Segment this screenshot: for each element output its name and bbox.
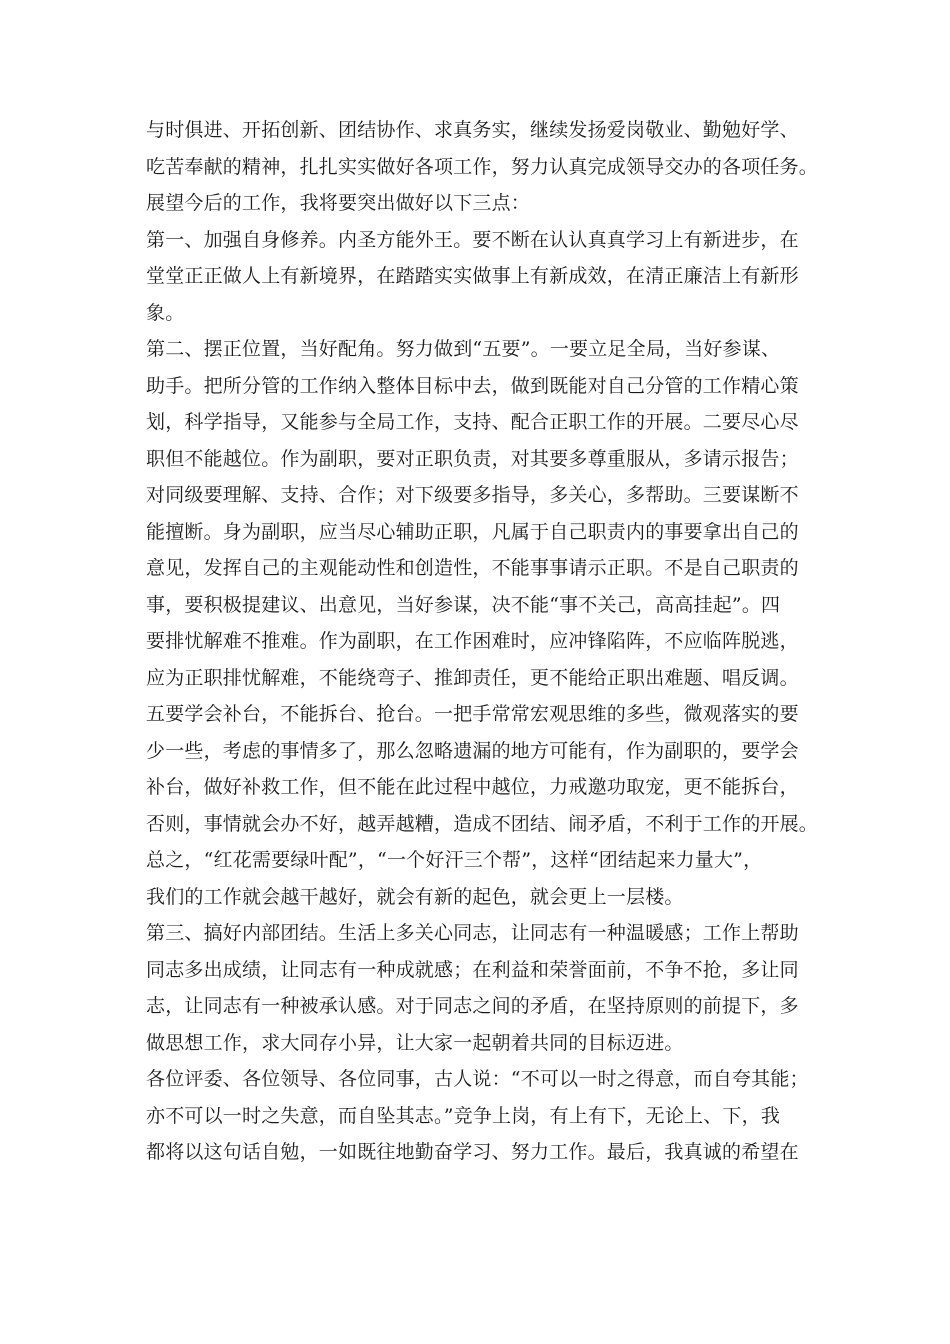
text-line: 少一些，考虑的事情多了，那么忽略遗漏的地方可能有，作为副职的，要学会 (146, 739, 799, 762)
text-line: 对同级要理解、支持、合作；对下级要多指导，多关心，多帮助。三要谋断不 (146, 484, 799, 506)
text-line: 要排忧解难不推难。作为副职，在工作困难时，应冲锋陷阵，不应临阵脱逃， (146, 630, 799, 652)
text-line: 各位评委、各位领导、各位同事，古人说：“不可以一时之得意，而自夸其能； (146, 1068, 809, 1090)
text-line: 补台，做好补救工作，但不能在此过程中越位，力戒邀功取宠，更不能拆台， (146, 776, 799, 798)
text-line: 堂堂正正做人上有新境界，在踏踏实实做事上有新成效，在清正廉洁上有新形 (146, 265, 799, 287)
text-line: 划，科学指导，又能参与全局工作，支持、配合正职工作的开展。二要尽心尽 (146, 411, 799, 433)
text-line: 我们的工作就会越干越好，就会有新的起色，就会更上一层楼。 (146, 885, 684, 908)
text-line: 意见，发挥自己的主观能动性和创造性，不能事事请示正职。不是自己职责的 (146, 557, 799, 579)
body-text (146, 112, 819, 1171)
text-line: 能擅断。身为副职，应当尽心辅助正职，凡属于自己职责内的事要拿出自己的 (146, 520, 799, 543)
text-line: 事，要积极提建议、出意见，当好参谋，决不能“事不关己，高高挂起”。四 (146, 593, 781, 616)
text-line: 吃苦奉献的精神，扎扎实实做好各项工作，努力认真完成领导交办的各项任务。 (146, 155, 819, 178)
text-line: 助手。把所分管的工作纳入整体目标中去，做到既能对自己分管的工作精心策 (146, 374, 799, 397)
text-line: 总之，“红花需要绿叶配”，“一个好汗三个帮”，这样“团结起来力量大”， (146, 849, 763, 871)
text-line: 第三、搞好内部团结。生活上多关心同志，让同志有一种温暖感；工作上帮助 (146, 922, 799, 944)
text-line: 展望今后的工作，我将要突出做好以下三点： (146, 192, 531, 214)
text-line: 职但不能越位。作为副职，要对正职负责，对其要多尊重服从，多请示报告； (146, 447, 799, 470)
text-line: 与时俱进、开拓创新、团结协作、求真务实，继续发扬爱岗敬业、勤勉好学、 (146, 119, 799, 141)
text-line: 象。 (146, 301, 185, 324)
text-line: 亦不可以一时之失意，而自坠其志。”竞争上岗，有上有下，无论上、下，我 (146, 1104, 781, 1127)
text-line: 第二、摆正位置，当好配角。努力做到“五要”。一要立足全局，当好参谋、 (146, 338, 781, 360)
text-line: 都将以这句话自勉，一如既往地勤奋学习、努力工作。最后，我真诚的希望在 (146, 1141, 799, 1163)
text-line: 第一、加强自身修养。内圣方能外王。要不断在认认真真学习上有新进步，在 (146, 228, 799, 251)
text-line: 否则，事情就会办不好，越弄越糟，造成不团结、闹矛盾，不利于工作的开展。 (146, 812, 819, 835)
text-line: 做思想工作，求大同存小异，让大家一起朝着共同的目标迈进。 (146, 1031, 684, 1054)
text-line: 同志多出成绩，让同志有一种成就感；在利益和荣誉面前，不争不抢，多让同 (146, 958, 799, 981)
text-line: 志，让同志有一种被承认感。对于同志之间的矛盾，在坚持原则的前提下，多 (146, 995, 799, 1017)
text-line: 五要学会补台，不能拆台、抢台。一把手常常宏观思维的多些，微观落实的要 (146, 703, 799, 725)
text-line: 应为正职排忧解难，不能绕弯子、推卸责任，更不能给正职出难题、唱反调。 (146, 666, 799, 689)
